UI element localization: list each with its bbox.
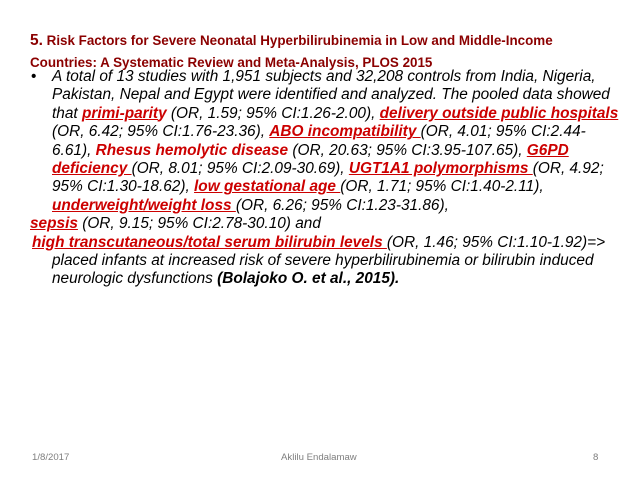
factor-low-gestational-age: low gestational age <box>194 178 341 196</box>
factor-g6pd: G6PD deficiency <box>52 141 569 178</box>
citation: (Bolajoko O. et al., 2015). <box>217 270 400 288</box>
intro-text: A total of 13 studies with 1,951 subjects and 32,208 controls from India, Nigeria, Pakistan, Nepal and Egypt were identified and analyzed. The pooled data showed that <box>52 68 610 122</box>
factor-sepsis: sepsis <box>30 215 78 233</box>
factor-primiparity: primi-parit <box>81 104 159 122</box>
or-underweight: (OR, 6.26; 95% CI:1.23-31.86), <box>235 196 449 214</box>
sepsis-paragraph <box>30 215 620 233</box>
factor-bilirubin-levels: high transcutaneous/total serum bilirubin levels <box>32 233 387 251</box>
or-sepsis: (OR, 9.15; 95% CI:2.78-30.10) and <box>77 215 321 233</box>
footer-page-number: 8 <box>593 452 599 463</box>
title-text: Risk Factors for Severe Neonatal Hyperbilirubinemia in Low and Middle-Income Countries: A Systematic Review and Meta-Analysis, PLOS 2015 <box>30 33 553 70</box>
or-g6pd: (OR, 8.01; 95% CI:2.09-30.69), <box>131 160 349 178</box>
or-bilirubin-levels: (OR, 1.46; 95% CI:1.10-1.92)=> placed infants at increased risk of severe hyperbilirubinemia or bilirubin induced neurologic dysfunctions <box>52 233 606 288</box>
factor-underweight: underweight/weight loss <box>52 196 236 214</box>
or-delivery-outside: (OR, 6.42; 95% CI:1.76-23.36), <box>52 123 270 141</box>
footer-author: Aklilu Endalamaw <box>281 452 357 463</box>
bullet-paragraph <box>30 68 620 215</box>
footer-date: 1/8/2017 <box>32 452 70 463</box>
factor-rhesus: Rhesus hemolytic disease <box>95 141 289 159</box>
bullet-icon: • <box>31 68 37 85</box>
or-low-gestational-age: (OR, 1.71; 95% CI:1.40-2.11), <box>340 178 544 196</box>
bilirubin-paragraph <box>30 234 620 289</box>
slide-body <box>30 68 620 289</box>
factor-abo: ABO incompatibility <box>269 123 421 141</box>
factor-primiparity-tail: y <box>158 104 167 122</box>
or-rhesus: (OR, 20.63; 95% CI:3.95-107.65), <box>288 141 527 159</box>
title-number: 5. <box>30 32 43 49</box>
factor-delivery-outside: delivery outside public hospitals <box>379 104 619 122</box>
factor-ugt1a1: UGT1A1 polymorphisms <box>348 160 533 178</box>
or-primiparity: (OR, 1.59; 95% CI:1.26-2.00), <box>166 104 380 122</box>
or-ugt1a1: (OR, 4.92; 95% CI:1.30-18.62), <box>52 160 604 196</box>
or-abo: (OR, 4.01; 95% CI:2.44-6.61), <box>52 123 586 159</box>
